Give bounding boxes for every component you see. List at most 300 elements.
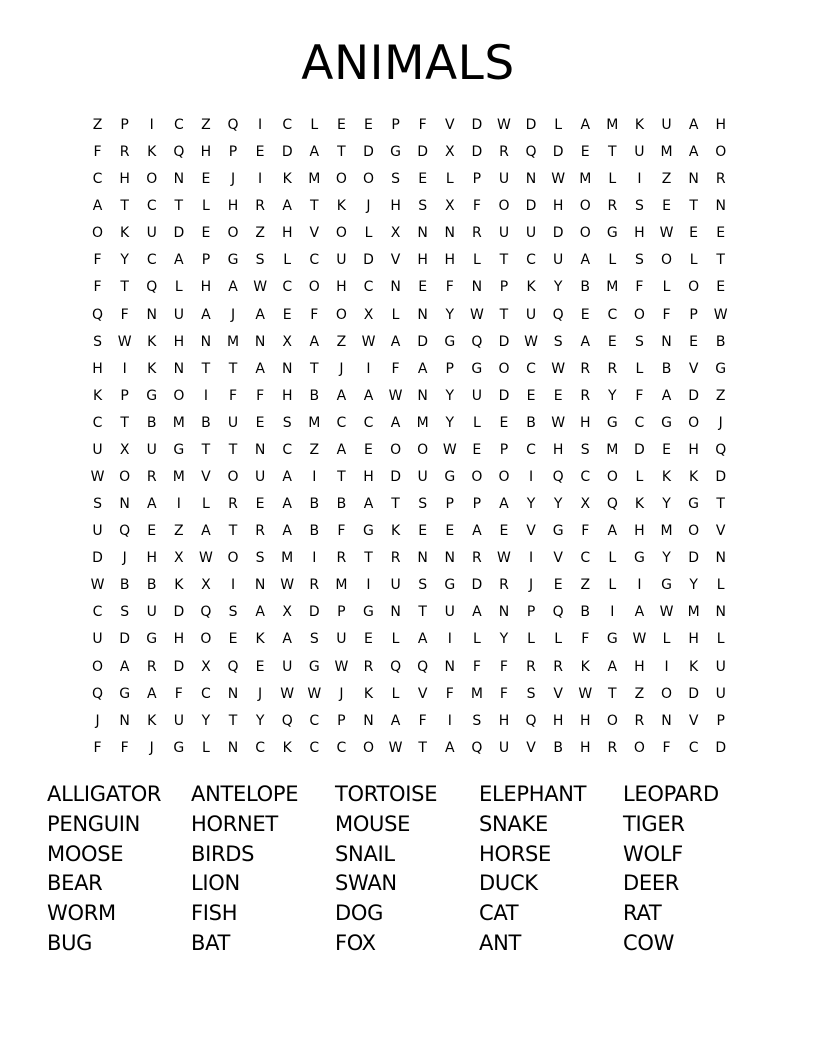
grid-letter: N [173,171,185,188]
grid-letter: T [228,523,238,540]
grid-letter: K [363,685,374,702]
grid-letter: N [363,712,374,729]
grid-letter: T [716,496,725,513]
grid-letter: I [149,117,154,133]
grid-letter: A [255,306,265,323]
grid-letter: G [119,685,131,702]
grid-letter: W [551,171,566,188]
grid-letter: V [201,469,211,486]
grid-letter: A [92,198,103,215]
grid-letter: R [499,144,509,161]
grid-letter: W [90,577,105,594]
grid-letter: L [689,252,698,269]
grid-letter: G [471,360,483,377]
grid-letter: L [554,117,563,133]
grid-letter: X [444,144,455,161]
grid-letter: A [282,496,292,513]
grid-letter: Z [661,171,672,188]
grid-letter: A [336,441,347,458]
grid-letter: I [528,469,534,486]
grid-letter: H [146,550,157,567]
grid-letter: V [688,360,699,377]
grid-letter: F [93,279,102,296]
grid-letter: K [661,469,672,486]
grid-letter: O [146,171,158,188]
word-list-item: TORTOISE [335,782,438,806]
word-list-item: WORM [47,901,116,926]
grid-letter: K [282,739,292,756]
grid-letter: K [689,469,699,486]
grid-letter: E [418,523,428,540]
grid-letter: H [227,198,239,215]
grid-letter: G [146,631,158,648]
grid-letter: T [418,739,427,756]
grid-letter: I [447,631,452,648]
grid-letter: Y [445,306,455,323]
word-list-item: CAT [479,901,519,926]
grid-letter: L [391,631,400,648]
grid-letter: Q [471,333,483,350]
word-list-item: LEOPARD [623,782,719,806]
grid-letter: T [499,252,509,269]
grid-letter: O [335,225,347,242]
grid-letter: L [635,469,644,486]
grid-letter: N [254,333,266,350]
grid-letter: E [662,441,671,458]
grid-letter: Z [174,523,184,540]
grid-letter: R [471,550,482,567]
grid-letter: B [715,333,726,350]
grid-letter: N [471,279,483,296]
grid-letter: Q [227,117,239,133]
grid-letter: D [363,252,374,269]
word-list-item: ELEPHANT [479,782,587,806]
grid-letter: O [579,225,591,242]
grid-letter: C [282,117,293,133]
grid-letter: H [417,252,428,269]
grid-letter: H [92,360,103,377]
grid-letter: E [336,117,346,133]
grid-letter: H [200,144,212,161]
grid-letter: R [607,360,618,377]
grid-letter: F [662,306,671,323]
grid-letter: X [390,225,401,242]
grid-letter: U [498,225,510,242]
grid-letter: F [256,387,265,404]
grid-letter: D [173,604,185,621]
word-list-item: WOLF [623,841,683,866]
grid-letter: N [254,441,266,458]
grid-letter: S [282,414,292,431]
grid-letter: M [335,577,348,594]
grid-letter: A [146,685,157,702]
grid-letter: O [227,550,239,567]
grid-letter: H [552,441,564,458]
grid-letter: U [661,117,672,133]
grid-letter: H [688,441,699,458]
grid-letter: K [336,198,346,215]
grid-letter: R [309,577,320,594]
grid-letter: A [580,252,591,269]
grid-letter: N [254,577,266,594]
grid-letter: H [336,279,347,296]
grid-letter: M [172,414,185,431]
grid-letter: A [255,604,265,621]
grid-letter: U [715,685,726,702]
grid-letter: P [526,604,536,621]
grid-letter: U [634,144,645,161]
grid-letter: L [202,496,210,513]
grid-letter: S [634,333,644,350]
grid-letter: D [552,225,564,242]
grid-letter: D [281,144,293,161]
grid-letter: N [119,712,130,729]
grid-letter: A [119,658,130,675]
grid-letter: Z [715,387,726,404]
grid-letter: L [391,306,400,323]
grid-letter: Q [417,658,429,675]
grid-letter: L [391,685,400,702]
grid-letter: A [472,604,482,621]
word-list-item: BUG [47,930,93,955]
grid-letter: O [606,469,618,486]
grid-letter: V [715,523,726,540]
grid-letter: J [339,685,344,702]
grid-letter: R [363,658,374,675]
grid-letter: F [499,658,508,675]
grid-letter: E [445,523,455,540]
grid-letter: Y [689,577,698,594]
grid-letter: Q [525,712,537,729]
grid-letter: W [632,631,647,648]
grid-letter: G [173,441,185,458]
word-list-item: HORNET [191,811,278,836]
grid-letter: F [445,685,454,702]
word-list-item: PENGUIN [47,811,141,836]
grid-letter: F [174,685,183,702]
grid-letter: D [634,441,645,458]
grid-letter: G [363,523,374,540]
grid-letter: R [715,171,726,188]
grid-letter: Q [281,712,293,729]
grid-letter: N [417,387,428,404]
grid-letter: D [525,117,537,133]
grid-letter: S [120,604,130,621]
grid-letter: O [335,306,347,323]
grid-letter: F [445,279,454,296]
grid-letter: V [417,685,428,702]
grid-letter: O [173,387,185,404]
grid-letter: S [472,712,482,729]
grid-letter: N [417,225,428,242]
grid-letter: D [498,387,510,404]
grid-letter: N [390,279,401,296]
grid-letter: G [606,414,618,431]
grid-letter: S [418,198,428,215]
grid-letter: S [309,631,319,648]
grid-letter: R [119,144,130,161]
grid-letter: H [444,252,456,269]
grid-letter: X [201,577,211,594]
grid-letter: L [202,739,210,756]
grid-letter: N [444,550,455,567]
grid-letter: A [336,387,347,404]
grid-letter: G [661,414,672,431]
grid-letter: B [201,414,211,431]
word-list-item: RAT [623,901,662,926]
grid-letter: O [390,441,402,458]
grid-letter: V [526,739,536,756]
grid-letter: C [309,252,320,269]
grid-letter: T [608,685,617,702]
grid-letter: J [230,171,236,188]
grid-letter: X [174,550,184,567]
grid-letter: W [90,469,105,486]
grid-letter: L [635,360,644,377]
grid-letter: P [472,496,482,513]
grid-letter: G [606,225,618,242]
grid-letter: S [228,604,238,621]
grid-letter: C [146,198,157,215]
grid-letter: Q [227,658,239,675]
grid-letter: C [688,739,699,756]
grid-letter: H [552,712,564,729]
grid-letter: P [499,279,509,296]
grid-letter: L [472,414,481,431]
grid-letter: A [282,198,292,215]
grid-letter: R [526,658,536,675]
word-list-item: DUCK [479,871,538,896]
grid-letter: H [173,631,185,648]
grid-letter: D [471,117,483,133]
grid-letter: H [579,739,591,756]
grid-letter: T [499,306,509,323]
grid-letter: O [633,306,645,323]
grid-letter: G [444,333,456,350]
grid-letter: A [174,252,184,269]
grid-letter: E [526,387,536,404]
word-list-item: LION [191,871,240,896]
grid-letter: I [447,712,452,729]
grid-letter: R [255,523,265,540]
grid-letter: N [444,658,455,675]
grid-letter: X [580,496,591,513]
word-list-item: SNAIL [335,841,395,866]
grid-letter: L [608,577,617,594]
grid-letter: Y [553,279,563,296]
grid-letter: H [363,469,374,486]
grid-letter: I [258,171,263,188]
grid-letter: O [688,414,700,431]
grid-letter: A [201,523,211,540]
grid-letter: F [337,523,346,540]
grid-letter: U [498,171,510,188]
grid-letter: G [444,577,456,594]
grid-letter: L [608,252,617,269]
grid-letter: Y [662,496,671,513]
grid-letter: R [146,469,157,486]
grid-letter: T [120,279,129,296]
grid-letter: T [310,198,319,215]
word-list-item: BAT [191,930,231,955]
grid-letter: O [633,739,645,756]
grid-letter: U [715,658,726,675]
grid-letter: T [310,360,319,377]
grid-letter: U [417,469,428,486]
grid-letter: M [606,117,619,133]
grid-letter: Q [552,469,564,486]
grid-letter: E [689,225,699,242]
grid-letter: Q [92,306,104,323]
grid-letter: T [228,360,238,377]
grid-letter: H [200,279,212,296]
grid-letter: K [147,712,157,729]
word-list-item: FOX [335,930,376,955]
grid-letter: A [607,658,618,675]
grid-letter: G [606,631,618,648]
grid-letter: J [258,685,263,702]
grid-letter: S [255,550,265,567]
grid-letter: N [715,550,726,567]
grid-letter: M [606,279,619,296]
grid-letter: N [715,198,726,215]
grid-letter: G [444,469,456,486]
grid-letter: H [715,117,726,133]
grid-letter: E [553,577,563,594]
grid-letter: J [718,414,723,431]
grid-letter: A [363,387,374,404]
grid-letter: I [610,604,615,621]
grid-letter: D [688,387,699,404]
grid-letter: L [283,252,292,269]
grid-letter: O [579,198,591,215]
grid-letter: M [172,469,185,486]
grid-letter: A [688,117,699,133]
grid-letter: O [92,225,104,242]
grid-letter: Z [336,333,347,350]
word-list-item: SNAKE [479,811,548,836]
grid-letter: D [390,469,401,486]
word-list-item: MOOSE [47,841,124,866]
grid-letter: I [312,550,317,567]
grid-letter: G [146,387,158,404]
grid-letter: B [526,414,536,431]
grid-letter: U [173,712,184,729]
grid-letter: K [390,523,401,540]
grid-letter: J [122,550,127,567]
grid-letter: I [176,496,181,513]
grid-letter: M [579,171,592,188]
grid-letter: U [553,252,564,269]
grid-letter: M [660,523,673,540]
grid-letter: U [336,631,347,648]
grid-letter: A [607,523,618,540]
grid-letter: W [334,658,349,675]
grid-letter: Z [634,685,645,702]
grid-letter: F [662,739,671,756]
grid-letter: N [227,685,239,702]
grid-letter: T [608,144,617,161]
grid-letter: W [713,306,728,323]
grid-letter: E [418,279,428,296]
grid-letter: U [336,252,347,269]
grid-letter: Z [580,577,591,594]
grid-letter: T [201,360,211,377]
grid-letter: Y [120,252,129,269]
grid-letter: Y [553,496,563,513]
grid-letter: W [280,577,295,594]
grid-letter: D [417,144,429,161]
grid-letter: N [498,604,510,621]
grid-letter: P [228,144,238,161]
grid-letter: M [281,550,294,567]
grid-letter: B [580,279,591,296]
grid-letter: U [146,441,157,458]
letter-grid [84,112,734,762]
grid-letter: O [688,523,700,540]
grid-letter: P [445,496,454,513]
grid-letter: Q [525,144,537,161]
grid-letter: P [689,306,698,323]
grid-letter: N [227,739,239,756]
grid-letter: C [526,441,536,458]
word-list-item: FISH [191,901,238,926]
grid-letter: G [688,496,700,513]
grid-letter: I [203,387,208,404]
grid-letter: E [499,414,509,431]
grid-letter: C [92,414,103,431]
grid-letter: D [173,225,185,242]
grid-letter: N [661,333,672,350]
grid-letter: B [309,496,320,513]
grid-letter: V [526,523,536,540]
grid-letter: Y [445,414,455,431]
grid-letter: C [309,712,320,729]
grid-letter: P [716,712,725,729]
grid-letter: M [660,144,673,161]
grid-letter: A [228,279,238,296]
grid-letter: F [391,360,400,377]
grid-letter: W [551,414,566,431]
grid-letter: U [146,225,157,242]
grid-letter: P [472,171,482,188]
grid-letter: J [149,739,154,756]
word-list-item: SWAN [335,871,397,896]
grid-letter: N [146,306,157,323]
grid-letter: C [634,414,645,431]
grid-letter: J [95,712,100,729]
grid-letter: W [280,685,295,702]
grid-letter: R [607,739,618,756]
grid-letter: M [606,441,619,458]
grid-letter: Q [471,739,483,756]
word-list-item: ANTELOPE [191,782,299,806]
grid-letter: E [201,225,211,242]
grid-letter: S [418,496,428,513]
grid-letter: N [200,333,212,350]
grid-letter: X [282,604,292,621]
grid-letter: C [92,604,103,621]
grid-letter: T [716,252,725,269]
grid-letter: E [499,523,509,540]
grid-letter: H [281,225,293,242]
grid-letter: E [147,523,157,540]
grid-letter: P [337,604,346,621]
grid-letter: G [552,523,564,540]
grid-letter: I [366,577,371,594]
grid-letter: W [659,225,674,242]
grid-letter: L [364,225,373,242]
